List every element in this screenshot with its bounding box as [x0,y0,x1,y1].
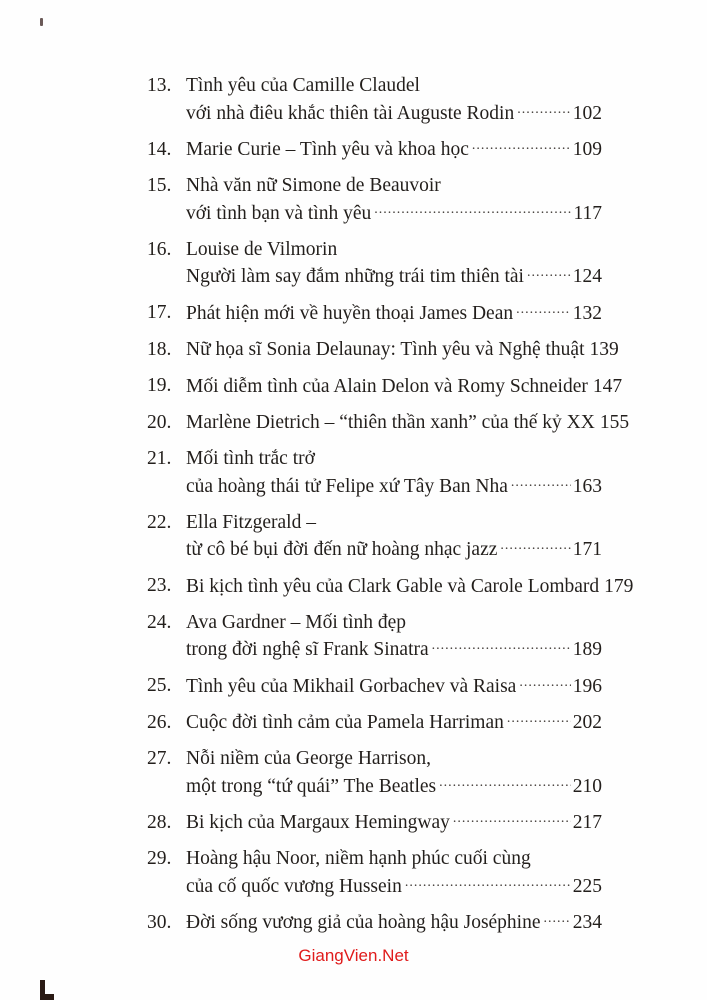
entry-title-line: Hoàng hậu Noor, niềm hạnh phúc cuối cùng [186,848,531,869]
entry-leader-row [186,263,602,291]
entry-title-line: Phát hiện mới về huyền thoại James Dean [186,302,514,324]
toc-entry [147,136,602,164]
toc-entry [147,609,602,664]
entry-number: 13. [147,75,172,96]
entry-title-line: Marie Curie – Tình yêu và khoa học [186,139,469,160]
dot-leader [527,263,571,283]
entry-page-number: 132 [572,302,602,324]
toc-entry [147,809,602,837]
entry-body [186,372,623,400]
toc-entry [147,299,602,327]
dot-leader [374,199,571,219]
entry-title-line: Bi kịch tình yêu của Clark Gable và Carole Lombard [186,575,600,597]
entry-leader-row [186,409,630,437]
entry-body [186,709,602,737]
toc-entry [147,909,602,937]
entry-body [186,745,602,800]
entry-page-number: 171 [572,539,602,560]
dot-leader [500,536,570,556]
entry-body [186,445,602,500]
toc-entry [147,72,602,127]
entry-number: 14. [147,138,172,160]
entry-body [186,72,602,127]
entry-body [186,809,602,837]
entry-leader-row [186,472,602,500]
dot-leader [453,809,571,829]
toc-entry [147,572,634,600]
entry-leader-row [186,536,602,564]
toc-entry [147,672,602,700]
entry-leader-row [186,299,602,327]
entry-leader-row [186,572,634,600]
entry-title-line: một trong “tứ quái” The Beatles [186,775,437,797]
entry-body [186,672,602,700]
toc-entry [147,336,619,364]
entry-title-line: của cố quốc vương Hussein [186,875,402,897]
entry-body [186,172,602,227]
entry-title-line: Đời sống vương giả của hoàng hậu Joséphine [186,912,541,933]
dot-leader [472,136,571,156]
entry-page-number: 124 [572,266,602,287]
entry-title-line: Nhà văn nữ Simone de Beauvoir [186,175,441,196]
entry-leader-row [186,372,623,400]
toc-entry [147,845,602,900]
dot-leader [405,872,571,892]
entry-number: 23. [147,575,172,596]
entry-number: 26. [147,711,172,733]
entry-title-line: với nhà điêu khắc thiên tài Auguste Rodin [186,102,515,124]
page-edge-mark [40,18,43,26]
entry-number: 28. [147,811,172,833]
entry-title-line: Ella Fitzgerald – [186,511,316,533]
entry-page-number: 147 [592,375,623,397]
entry-page-number: 117 [573,202,602,224]
entry-page-number: 102 [572,102,602,124]
entry-title-line: Nỗi niềm của George Harrison, [186,748,431,769]
entry-leader-row [186,99,602,127]
entry-title-line: Mối diễm tình của Alain Delon và Romy Schneider [186,375,588,397]
toc-entry [147,236,602,291]
toc-entry [147,445,602,500]
entry-leader-row [186,872,602,900]
entry-body [186,409,630,437]
entry-page-number: 179 [604,575,634,597]
toc-entry [147,172,602,227]
entry-title-line: Marlène Dietrich – “thiên thần xanh” của thế kỷ XX [186,412,595,433]
entry-number: 27. [147,748,172,769]
entry-number: 29. [147,848,172,869]
entry-body [186,909,602,937]
entry-page-number: 234 [572,912,602,933]
entry-body [186,609,602,664]
entry-body [186,509,602,564]
toc-entry [147,509,602,564]
entry-leader-row [186,336,619,364]
dot-leader [439,772,571,792]
entry-number: 18. [147,338,172,360]
entry-page-number: 210 [572,775,602,797]
entry-page-number: 202 [572,712,602,733]
toc-entry [147,409,630,437]
entry-page-number: 225 [572,875,602,897]
watermark: GiangVien.Net [298,946,409,965]
entry-leader-row [186,199,602,227]
entry-leader-row [186,709,602,737]
entry-number: 22. [147,511,172,533]
entry-title-line: Bi kịch của Margaux Hemingway [186,812,450,833]
table-of-contents [147,72,634,945]
page-corner-mark [40,980,54,1000]
entry-body [186,336,619,364]
entry-title-line: Louise de Vilmorin [186,238,338,260]
entry-title-line: Ava Gardner – Mối tình đẹp [186,611,407,633]
entry-title-line: Tình yêu của Camille Claudel [186,75,420,96]
entry-leader-row [186,809,602,837]
entry-title-line: của hoàng thái tử Felipe xứ Tây Ban Nha [186,475,508,497]
toc-entry [147,372,623,400]
entry-leader-row [186,772,602,800]
entry-page-number: 163 [572,475,602,497]
dot-leader [432,636,571,656]
entry-number: 20. [147,411,172,433]
entry-title-line: Mối tình trắc trở [186,448,315,469]
entry-leader-row [186,909,602,937]
entry-number: 19. [147,375,172,396]
dot-leader [516,299,571,319]
entry-title-line: Cuộc đời tình cảm của Pamela Harriman [186,712,504,733]
entry-body [186,845,602,900]
entry-title-line: Tình yêu của Mikhail Gorbachev và Raisa [186,675,517,697]
entry-body [186,136,602,164]
toc-entry [147,745,602,800]
entry-title-line: từ cô bé bụi đời đến nữ hoàng nhạc jazz [186,539,498,560]
entry-page-number: 109 [572,139,602,160]
entry-number: 15. [147,175,172,196]
dot-leader [517,99,571,119]
entry-title-line: Người làm say đắm những trái tim thiên tài [186,266,524,287]
dot-leader [544,909,571,929]
entry-page-number: 139 [589,339,619,360]
entry-page-number: 189 [572,639,602,660]
dot-leader [519,672,570,692]
entry-page-number: 155 [599,412,630,433]
entry-number: 17. [147,302,172,323]
entry-number: 24. [147,611,172,633]
entry-leader-row [186,672,602,700]
entry-page-number: 217 [572,812,602,833]
entry-title-line: trong đời nghệ sĩ Frank Sinatra [186,639,429,660]
entry-leader-row [186,136,602,164]
entry-title-line: với tình bạn và tình yêu [186,202,372,224]
entry-number: 21. [147,448,172,469]
entry-number: 25. [147,675,172,696]
entry-body [186,572,634,600]
entry-title-line: Nữ họa sĩ Sonia Delaunay: Tình yêu và Nghệ thuật [186,339,585,360]
toc-entry [147,709,602,737]
entry-number: 30. [147,911,172,933]
entry-leader-row [186,636,602,664]
dot-leader [507,709,571,729]
entry-page-number: 196 [572,675,602,697]
dot-leader [511,472,571,492]
entry-body [186,299,602,327]
entry-number: 16. [147,238,172,260]
entry-body [186,236,602,291]
